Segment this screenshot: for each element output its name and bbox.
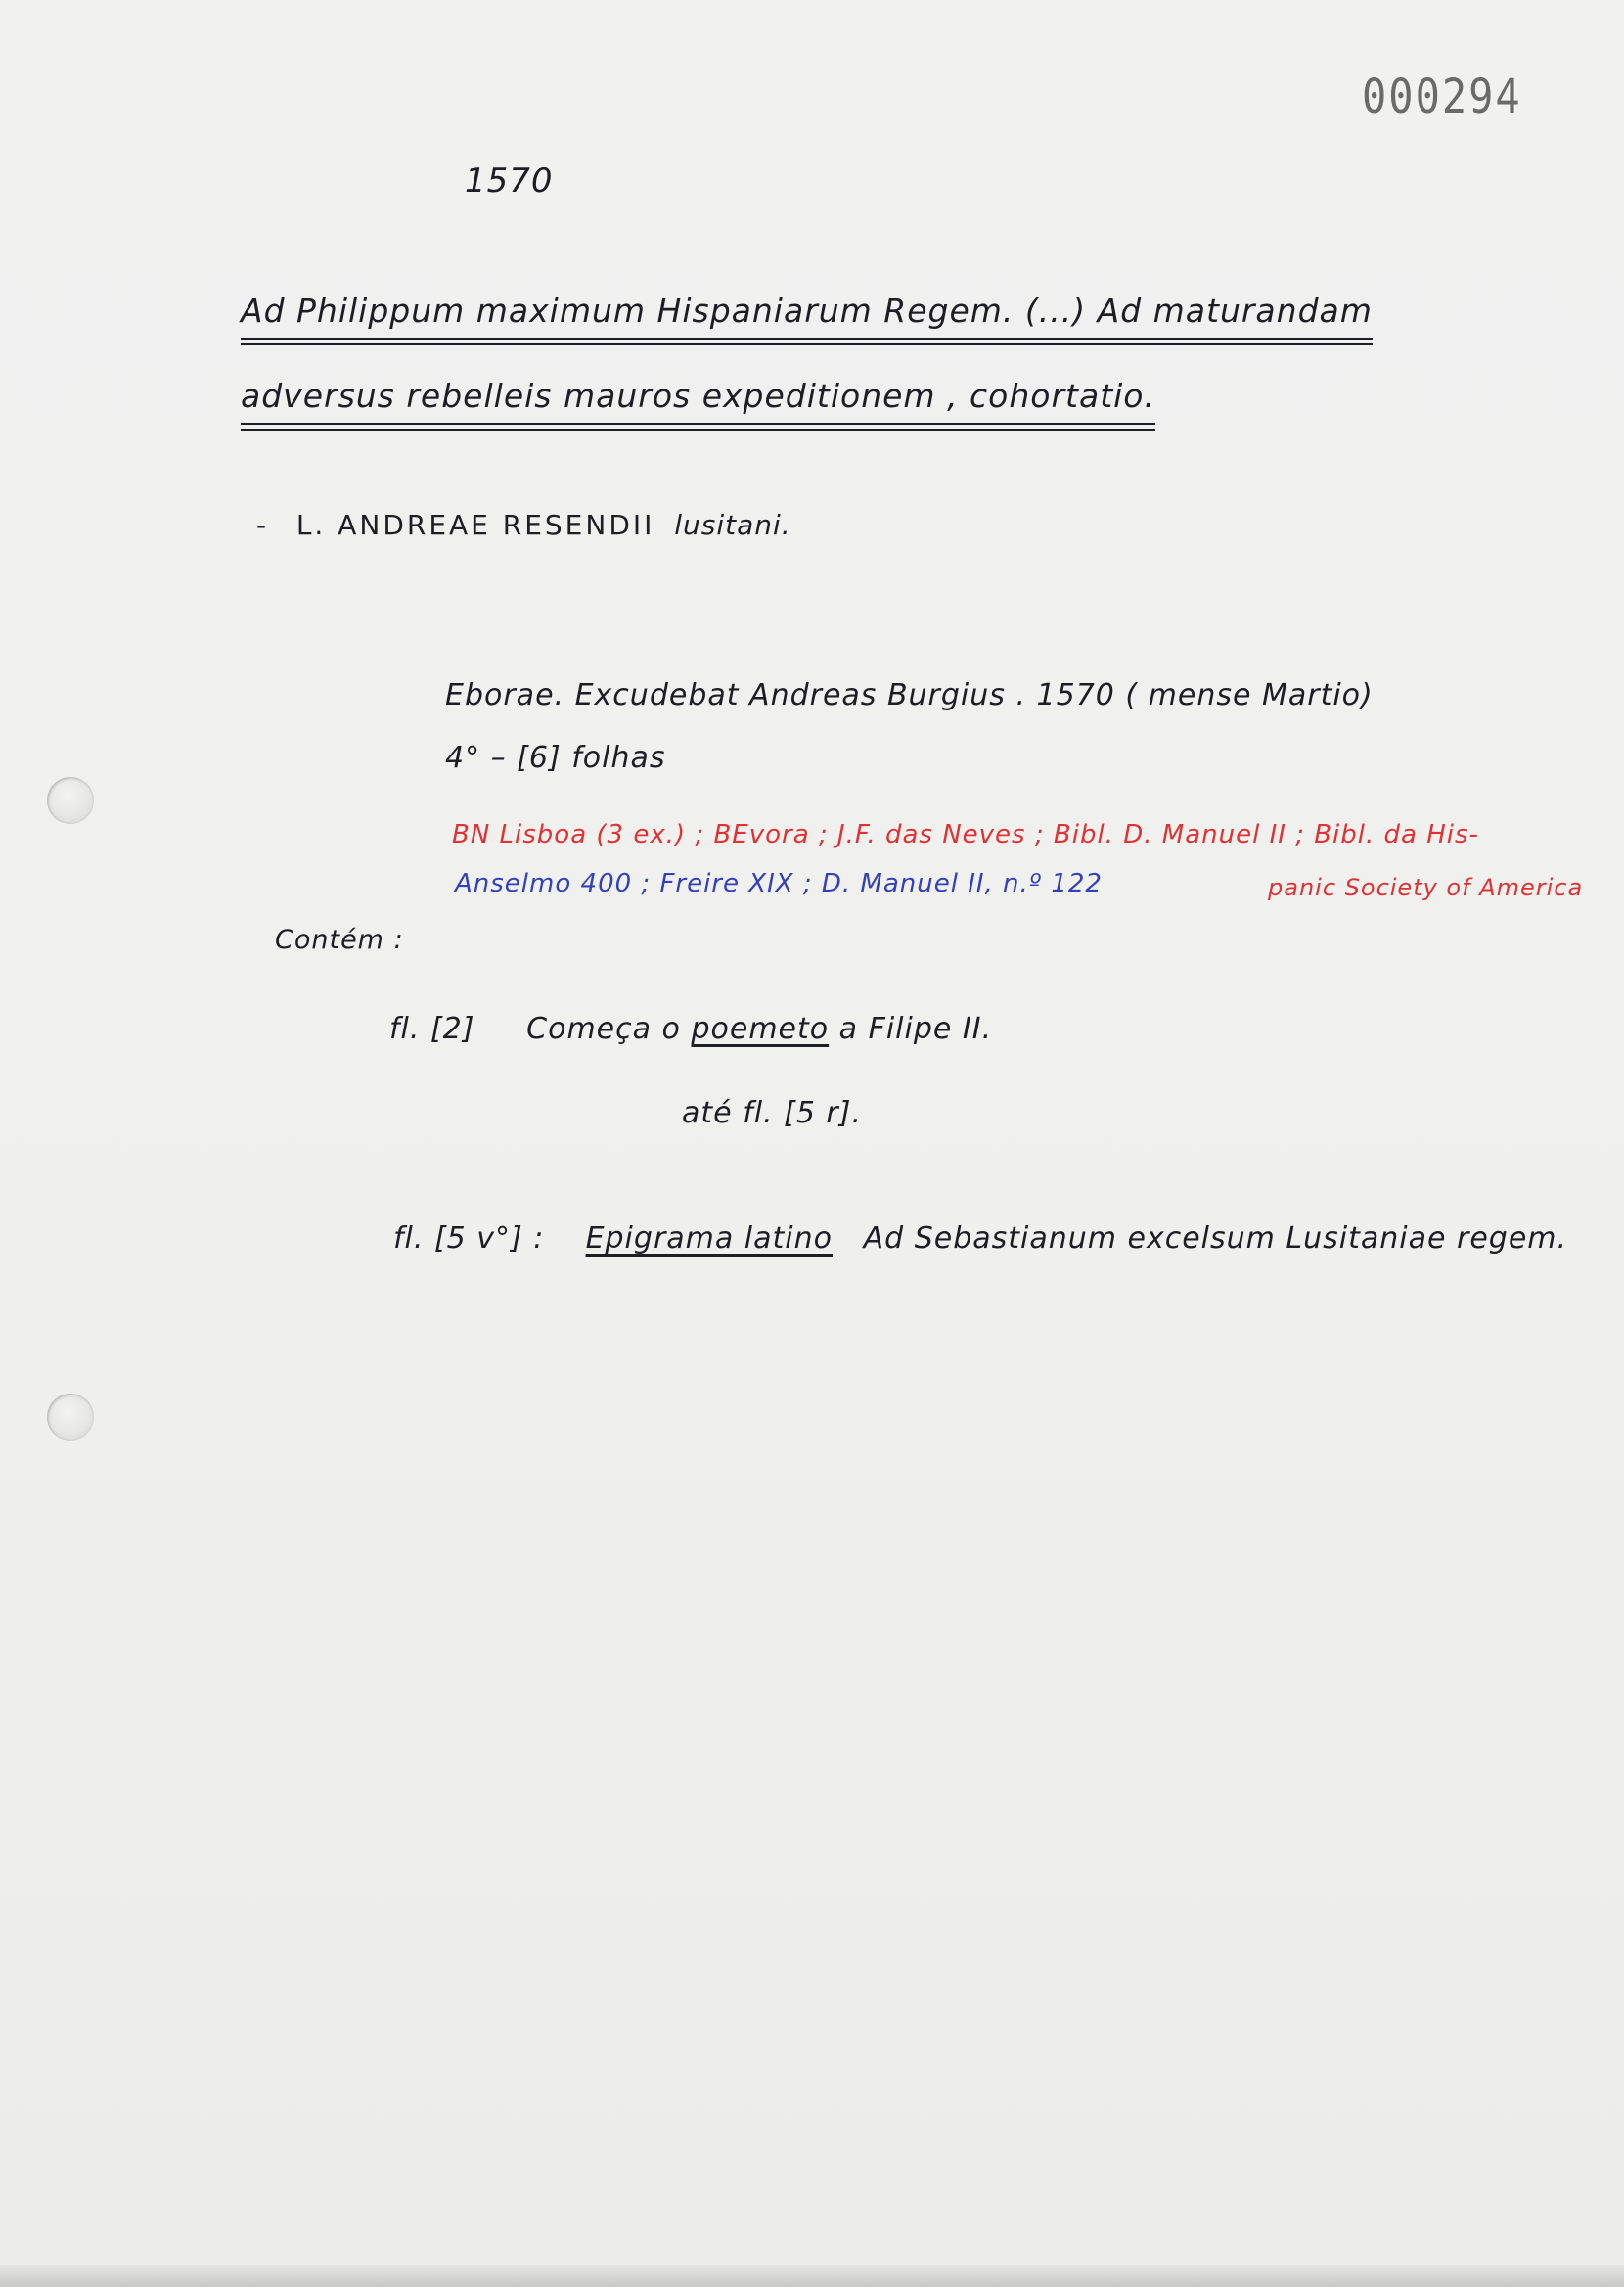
entry-1-text-before: Começa o: [526, 1012, 681, 1046]
format-line: 4° – [6] folhas: [445, 741, 666, 775]
entry-3-text-after: Ad Sebastianum excelsum Lusitaniae regem.: [863, 1221, 1568, 1256]
entry-1-text-after: a Filipe II.: [838, 1012, 993, 1046]
title-line-2-text: adversus rebelleis mauros expeditionem , cohortatio.: [241, 377, 1155, 415]
author-origin: lusitani.: [674, 509, 791, 541]
author-dash: -: [256, 509, 268, 541]
contents-entry-2: [682, 1096, 862, 1130]
contents-entry-3: [393, 1221, 1567, 1256]
title-underline-2a: [241, 423, 1155, 425]
contents-label: Contém :: [275, 925, 404, 955]
library-locations-red: BN Lisboa (3 ex.) ; BEvora ; J.F. das Neves ; Bibl. D. Manuel II ; Bibl. da His-: [452, 820, 1479, 849]
page-bottom-edge: [0, 2265, 1624, 2287]
title-line-1: [241, 292, 1373, 330]
library-locations-red-continued: panic Society of America: [1268, 874, 1584, 901]
entry-1-ref: fl. [2]: [389, 1012, 475, 1046]
title-underline-1a: [241, 338, 1373, 340]
entry-3-ref: fl. [5 v°] :: [393, 1221, 545, 1256]
author-line: [256, 509, 791, 541]
author-name: L. ANDREAE RESENDII: [295, 509, 655, 541]
title-line-2: [241, 377, 1155, 415]
title-underline-2b: [241, 429, 1155, 431]
title-line-1-text: Ad Philippum maximum Hispaniarum Regem. (...) Ad maturandam: [241, 292, 1373, 330]
year: 1570: [465, 161, 554, 201]
imprint-line: Eborae. Excudebat Andreas Burgius . 1570 ( mense Martio): [445, 678, 1374, 712]
title-underline-1b: [241, 343, 1373, 345]
punch-hole-top: [47, 777, 94, 824]
punch-hole-bottom: [47, 1394, 94, 1441]
entry-3-text-underlined: Epigrama latino: [585, 1221, 833, 1256]
entry-1-text-underlined: poemeto: [691, 1012, 830, 1046]
contents-entry-1: [389, 1012, 992, 1046]
archive-stamp-number: 000294: [1362, 69, 1522, 124]
bibliography-references-blue: Anselmo 400 ; Freire XIX ; D. Manuel II, n.º 122: [455, 869, 1103, 898]
entry-2-ref: até fl. [5 r].: [682, 1096, 863, 1130]
